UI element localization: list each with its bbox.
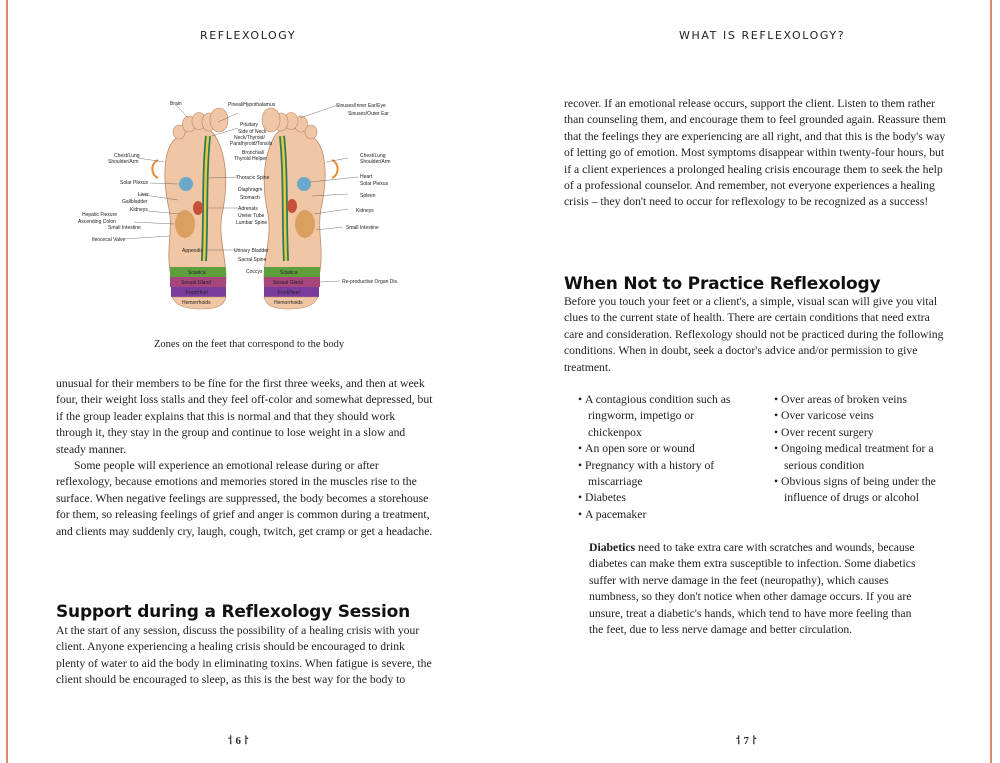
ornament-left-icon: ⸶ bbox=[736, 735, 744, 747]
contraindications-list-left bbox=[578, 392, 746, 523]
zone-label: Appendix bbox=[182, 248, 203, 254]
chart-label-right: Sinuses/Inner Ear/Eye bbox=[336, 103, 386, 109]
zone-label: Hemorrhoids bbox=[182, 300, 211, 306]
zone-label: Foot/Heel bbox=[278, 290, 300, 296]
list-item: • Over areas of broken veins bbox=[774, 392, 950, 408]
chart-label-right: Shoulder/Arm bbox=[360, 159, 391, 165]
left-paragraph-3: At the start of any session, discuss the possibility of a healing crisis with your client. Anyone experiencing a healing crisis should be encouraged to drink plenty of water to aid the body in eliminating toxins. When fatigue is severe, the client should be encouraged to sleep, as this is the best way for the body to bbox=[56, 624, 432, 687]
ornament-left-icon: ⸶ bbox=[228, 735, 236, 747]
chart-label-left: Ascending Colon bbox=[78, 219, 116, 225]
list-item: • Ongoing medical treatment for a serious condition bbox=[774, 441, 950, 474]
chart-label-center: Diaphragm bbox=[238, 187, 263, 193]
right-foot-illustration bbox=[262, 108, 325, 309]
diabetics-note bbox=[589, 540, 927, 638]
chart-label-right: Small Intestine bbox=[346, 225, 379, 231]
diabetics-note-text: need to take extra care with scratches and wounds, because diabetes can make them extra susceptible to infection. Some diabetics suffer with nerve damage in the feet (neuropathy), which causes numbness, so they don't notice when other damage occurs. If you are unsure, treat a diabetic's hands, which tend to have more feeling than the feet, due to less nerve damage and better circulation. bbox=[589, 541, 916, 637]
zone-label: Hemorrhoids bbox=[274, 300, 303, 306]
chart-label-center: Pineal/Hypothalamus bbox=[228, 102, 276, 108]
left-edge-rule bbox=[6, 0, 8, 763]
left-paragraph-1: unusual for their members to be fine for the first three weeks, and then at week four, their weight loss stalls and they feel off-color and somewhat depressed, but if the group leader explains that this is normal and that they should work through it, they stay in the group and continue to lose weight in a slow and steady manner. bbox=[56, 377, 433, 456]
chart-label-center: Thoracic Spine bbox=[236, 175, 270, 181]
chart-label-center: Neck/Thyroid/ bbox=[234, 135, 265, 141]
zone-label: Sciatica bbox=[188, 270, 206, 276]
zone-label: Sexual Gland bbox=[181, 280, 212, 286]
chart-label-left: Brain bbox=[170, 101, 182, 107]
chart-label-center: Sacral Spine bbox=[238, 257, 267, 263]
chart-label-left: Ileocecal Valve bbox=[92, 237, 126, 243]
right-paragraph-2: Before you touch your feet or a client's, a simple, visual scan will give you vital clues to the current state of health. There are certain conditions that need extra care and consideration. Reflexology should not be practiced during the following conditions. When in doubt, seek a doctor's advice and/or permission to give treatment. bbox=[564, 295, 944, 374]
list-item: • An open sore or wound bbox=[578, 441, 746, 457]
ornament-right-icon: ⸷ bbox=[241, 735, 249, 747]
right-page-number: ⸶ 7 ⸷ bbox=[736, 735, 757, 747]
figure-caption: Zones on the feet that correspond to the body bbox=[154, 339, 345, 350]
chart-label-left: Liver bbox=[138, 192, 149, 198]
chart-label-center: Adrenals bbox=[238, 206, 258, 212]
zone-label: Sciatica bbox=[280, 270, 298, 276]
foot-reflexology-chart bbox=[78, 96, 410, 316]
ornament-right-icon: ⸷ bbox=[749, 735, 757, 747]
left-running-head: REFLEXOLOGY bbox=[200, 29, 297, 42]
chart-label-center: Urinary Bladder bbox=[234, 248, 269, 254]
chart-label-center: Bronchial/ bbox=[242, 150, 265, 156]
right-running-head: WHAT IS REFLEXOLOGY? bbox=[679, 29, 846, 42]
list-item: • A pacemaker bbox=[578, 507, 746, 523]
chart-label-center: Thyroid Helper bbox=[234, 156, 267, 162]
chart-label-center: Coccyx bbox=[246, 269, 263, 275]
chart-label-right: Kidneys bbox=[356, 208, 374, 214]
list-item: • A contagious condition such as ringworm, impetigo or chickenpox bbox=[578, 392, 746, 441]
list-item: • Over recent surgery bbox=[774, 425, 950, 441]
left-foot-illustration bbox=[165, 108, 228, 309]
chart-label-left: Small Intestine bbox=[108, 225, 141, 231]
contraindications-list-right bbox=[774, 392, 950, 507]
diabetics-note-term: Diabetics bbox=[589, 541, 636, 554]
chart-label-center: Pituitary bbox=[240, 122, 259, 128]
chart-label-center: Ureter Tube bbox=[238, 213, 265, 219]
chart-label-right: Re-productive Organ Dis. bbox=[342, 279, 399, 285]
chart-label-right: Spleen bbox=[360, 193, 376, 199]
chart-label-left: Solar Plexus bbox=[120, 180, 149, 186]
chart-label-left: Chest/Lung bbox=[114, 153, 140, 159]
chart-label-left: Hepatic Flexure bbox=[82, 212, 118, 218]
list-item: • Diabetes bbox=[578, 490, 746, 506]
list-item: • Pregnancy with a history of miscarriage bbox=[578, 458, 746, 491]
list-item: • Over varicose veins bbox=[774, 408, 950, 424]
chart-label-left: Kidneys bbox=[130, 207, 148, 213]
chart-label-right: Solar Plexus bbox=[360, 181, 389, 187]
chart-label-center: Side of Neck bbox=[238, 129, 267, 135]
right-edge-rule bbox=[990, 0, 992, 763]
chart-label-left: Gallbladder bbox=[122, 199, 148, 205]
chart-label-right: Chest/Lung bbox=[360, 153, 386, 159]
zone-label: Foot/Heel bbox=[186, 290, 208, 296]
chart-label-center: Stomach bbox=[240, 195, 260, 201]
right-paragraph-1: recover. If an emotional release occurs, support the client. Listen to them rather than counseling them, and encourage them to feel grounded again. Reassure them that the feelings they are experiencing are all right, and that this is the body's way of letting go of emotion. Most symptoms disappear within twenty-four hours, but if a client experiences a prolonged healing crisis encourage them to seek the help of a professional counselor. And remember, not everyone experiences a healing crisis – they don't need to occur for reflexology to be recognized as a success! bbox=[564, 97, 946, 209]
left-paragraph-2: Some people will experience an emotional release during or after reflexology, because emotions and memories stored in the muscles rise to the surface. When negative feelings are suppressed, the body becomes a storehouse for them, so releasing feelings of grief and anger is common during a treatment, and clients may suddenly cry, laugh, cough, twitch, get cramp or get a headache. bbox=[56, 459, 433, 538]
section-heading-when-not: When Not to Practice Reflexology bbox=[564, 274, 881, 294]
zone-label: Sexual Gland bbox=[273, 280, 304, 286]
chart-label-right: Sinuses/Outer Ear bbox=[348, 111, 389, 117]
chart-label-center: Lumbar Spine bbox=[236, 220, 268, 226]
left-page-number: ⸶ 6 ⸷ bbox=[228, 735, 249, 747]
section-heading-support: Support during a Reflexology Session bbox=[56, 602, 410, 622]
list-item: • Obvious signs of being under the influence of drugs or alcohol bbox=[774, 474, 950, 507]
chart-label-left: Shoulder/Arm bbox=[108, 159, 139, 165]
chart-label-center: Parathyroid/Tonsils bbox=[230, 141, 273, 147]
chart-label-right: Heart bbox=[360, 174, 373, 180]
